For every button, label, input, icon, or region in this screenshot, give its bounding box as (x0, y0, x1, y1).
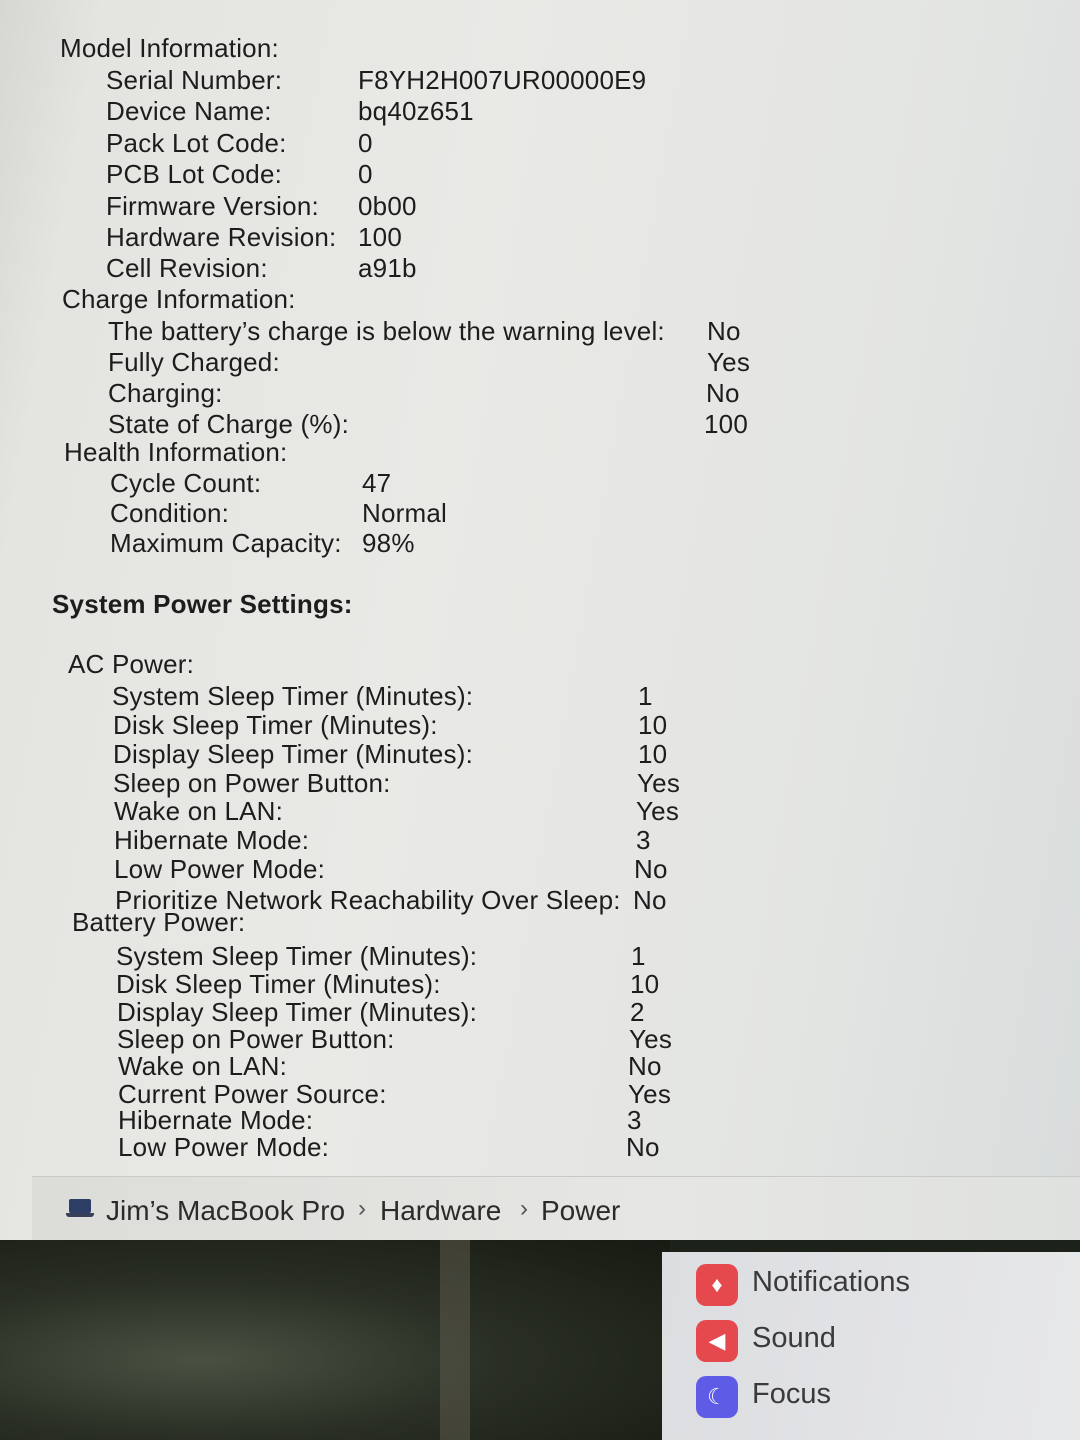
moon-icon: ☾ (696, 1376, 738, 1418)
ac-row-low-power-mode (114, 853, 714, 885)
row-label: Wake on LAN: (118, 1051, 288, 1081)
ac-row-system-sleep (112, 680, 712, 712)
row-label: Cycle Count: (110, 468, 262, 498)
battery-row-low-power-mode (118, 1131, 718, 1163)
ac-row-wake-on-lan (114, 795, 714, 827)
ac-row-hibernate-mode (114, 824, 714, 856)
row-label: Sleep on Power Button: (117, 1024, 395, 1054)
row-label: Device Name: (106, 96, 272, 126)
breadcrumb-power[interactable]: Power (541, 1195, 621, 1226)
row-value: 98% (362, 528, 415, 558)
model-row-device-name (106, 95, 706, 127)
row-label: PCB Lot Code: (106, 159, 283, 189)
row-value: No (626, 1132, 660, 1162)
model-row-cell-revision (106, 252, 706, 284)
row-label: System Sleep Timer (Minutes): (116, 941, 478, 971)
row-label: Disk Sleep Timer (Minutes): (116, 969, 441, 999)
row-value: 1 (638, 681, 653, 711)
system-power-settings-heading: System Power Settings: (52, 589, 353, 619)
model-row-firmware (106, 190, 706, 222)
row-value: 100 (704, 409, 748, 439)
breadcrumb-hardware[interactable]: Hardware (380, 1195, 502, 1226)
row-label: Cell Revision: (106, 253, 268, 283)
health-information-heading: Health Information: (64, 437, 288, 467)
row-label: Hibernate Mode: (114, 825, 310, 855)
row-value: 0 (358, 128, 373, 158)
model-information-heading: Model Information: (60, 33, 279, 63)
sidebar-item-label: Focus (752, 1378, 831, 1410)
path-bar (32, 1176, 1080, 1240)
breadcrumb-separator: › (358, 1195, 366, 1222)
charge-row-fully-charged (108, 346, 768, 378)
row-label: The battery’s charge is below the warning level: (108, 316, 665, 346)
model-row-pcb-lot (106, 158, 706, 190)
row-label: Firmware Version: (106, 191, 319, 221)
model-row-hardware-revision (106, 221, 706, 253)
model-row-serial (106, 64, 706, 96)
row-value: bq40z651 (358, 96, 474, 126)
model-row-pack-lot (106, 127, 706, 159)
row-label: Wake on LAN: (114, 796, 284, 826)
row-label: Fully Charged: (108, 347, 280, 377)
health-row-cycle-count (110, 467, 510, 499)
battery-power-heading: Battery Power: (72, 907, 246, 937)
row-value: 1 (631, 941, 646, 971)
row-label: Sleep on Power Button: (113, 768, 391, 798)
speaker-icon: ◀ (696, 1320, 738, 1362)
row-value: Yes (628, 1079, 672, 1109)
row-value: Normal (362, 498, 447, 528)
row-value: 100 (358, 222, 402, 252)
breadcrumb-computer[interactable]: Jim’s MacBook Pro (106, 1195, 346, 1226)
row-value: a91b (358, 253, 417, 283)
ac-power-heading: AC Power: (68, 649, 195, 679)
ac-row-display-sleep (113, 738, 713, 770)
health-row-maximum-capacity (110, 527, 510, 559)
system-settings-sidebar (662, 1252, 1080, 1440)
row-value: 3 (627, 1105, 642, 1135)
row-label: Display Sleep Timer (Minutes): (117, 997, 477, 1027)
row-value: Yes (707, 347, 751, 377)
health-row-condition (110, 497, 510, 529)
breadcrumb-separator: › (520, 1195, 528, 1222)
background-tree-trunk (440, 1240, 470, 1440)
row-value: 10 (630, 969, 660, 999)
charge-row-charging (108, 377, 768, 409)
row-value: 0 (358, 159, 373, 189)
row-value: 10 (638, 739, 668, 769)
row-value: Yes (629, 1024, 673, 1054)
row-label: Pack Lot Code: (106, 128, 287, 158)
row-value: No (707, 316, 741, 346)
sidebar-item-label: Sound (752, 1322, 836, 1354)
row-value: 47 (362, 468, 392, 498)
row-value: No (633, 885, 667, 915)
row-label: Low Power Mode: (114, 854, 326, 884)
row-label: State of Charge (%): (108, 409, 349, 439)
row-label: Condition: (110, 498, 230, 528)
row-value: 10 (638, 710, 668, 740)
charge-information-heading: Charge Information: (62, 284, 296, 314)
row-label: Current Power Source: (118, 1079, 387, 1109)
row-value: F8YH2H007UR00000E9 (358, 65, 647, 95)
row-label: Hardware Revision: (106, 222, 337, 252)
row-value: 2 (630, 997, 645, 1027)
laptop-icon (66, 1199, 94, 1219)
charge-row-warning-level (108, 315, 768, 347)
row-value: No (634, 854, 668, 884)
row-label: Disk Sleep Timer (Minutes): (113, 710, 438, 740)
row-label: Charging: (108, 378, 223, 408)
row-value: 0b00 (358, 191, 417, 221)
row-label: Display Sleep Timer (Minutes): (113, 739, 473, 769)
ac-row-disk-sleep (113, 709, 713, 741)
row-label: Serial Number: (106, 65, 283, 95)
row-label: System Sleep Timer (Minutes): (112, 681, 474, 711)
row-value: No (706, 378, 740, 408)
row-value: Yes (636, 796, 680, 826)
row-label: Hibernate Mode: (118, 1105, 314, 1135)
row-label: Maximum Capacity: (110, 528, 342, 558)
sidebar-item-label: Notifications (752, 1266, 910, 1298)
background-photo (0, 1240, 670, 1440)
row-value: Yes (637, 768, 681, 798)
row-label: Low Power Mode: (118, 1132, 330, 1162)
bell-icon: ♦ (696, 1264, 738, 1306)
row-label: Prioritize Network Reachability Over Sleep: (115, 885, 621, 915)
row-value: No (628, 1051, 662, 1081)
row-value: 3 (636, 825, 651, 855)
